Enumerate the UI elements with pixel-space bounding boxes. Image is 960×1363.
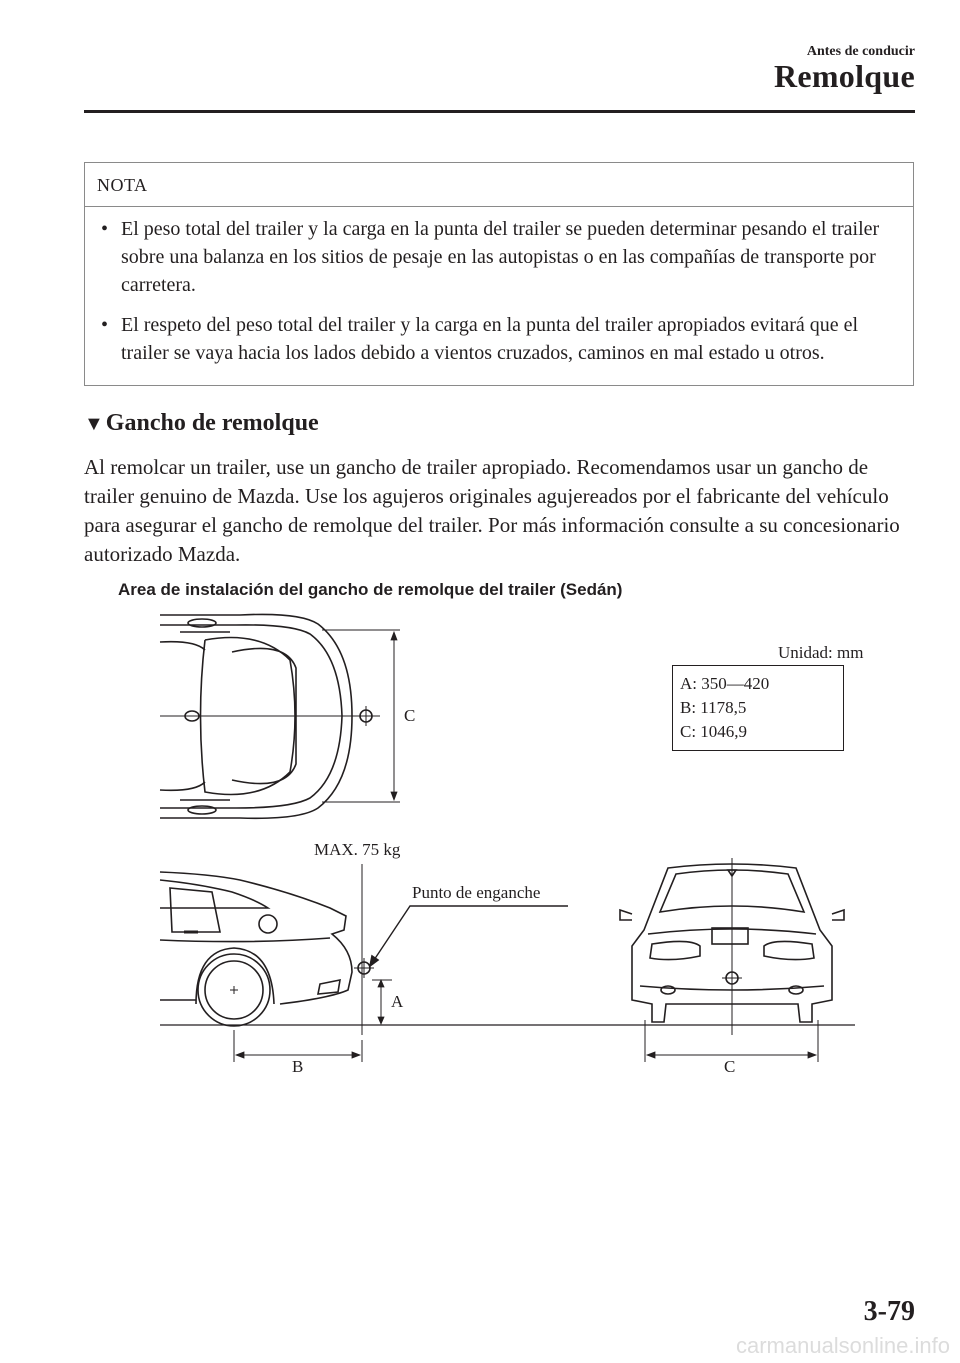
section-title: Gancho de remolque [105, 410, 319, 436]
page-title: Remolque [773, 58, 915, 94]
dim-c-top-label: C [404, 706, 416, 725]
dim-b-label: B [292, 1057, 304, 1076]
spec-b: B: 1178,5 [680, 698, 747, 717]
bullet-dot-icon: • [101, 218, 109, 240]
note-bullet-2-text: El respeto del peso total del trailer y la carga en la punta del trailer apropiados evitará que el trailer se vaya hacia los lados debido a vientos cruzados, caminos en mal estado u otros. [121, 314, 859, 364]
chapter-label: Antes de conducir [806, 44, 915, 59]
bullet-dot-icon: • [101, 314, 109, 336]
spec-box [672, 665, 844, 751]
car-side-view [160, 872, 352, 1026]
spec-c: C: 1046,9 [680, 722, 748, 741]
dim-c-rear-label: C [724, 1057, 736, 1076]
spec-a: A: 350—420 [680, 674, 770, 693]
note-bullet-1-text: El peso total del trailer y la carga en la punta del trailer se pueden determinar pesando el trailer sobre una balanza en los sitios de pesaje en las autopistas o en las compañías de transporte por carretera. [121, 218, 880, 296]
unit-label: Unidad: mm [778, 643, 864, 662]
hitch-point-label: Punto de enganche [412, 883, 541, 902]
note-label: NOTA [85, 163, 913, 207]
triangle-marker-icon: ▼ [84, 413, 104, 435]
section-body: Al remolcar un trailer, use un gancho de trailer apropiado. Recomendamos usar un gancho de trailer genuino de Mazda. Use los agujeros originales agujereados por el fabricante del vehículo para asegurar el gancho de remolque del trailer. Por más información consulte a su concesionario autorizado Mazda. [84, 455, 900, 566]
figure-caption: Area de instalación del gancho de remolque del trailer (Sedán) [118, 580, 623, 599]
watermark: carmanualsonline.info [735, 1333, 950, 1358]
dim-a-label: A [391, 992, 404, 1011]
page-number: 3-79 [863, 1296, 915, 1327]
max-load-label: MAX. 75 kg [314, 840, 401, 859]
